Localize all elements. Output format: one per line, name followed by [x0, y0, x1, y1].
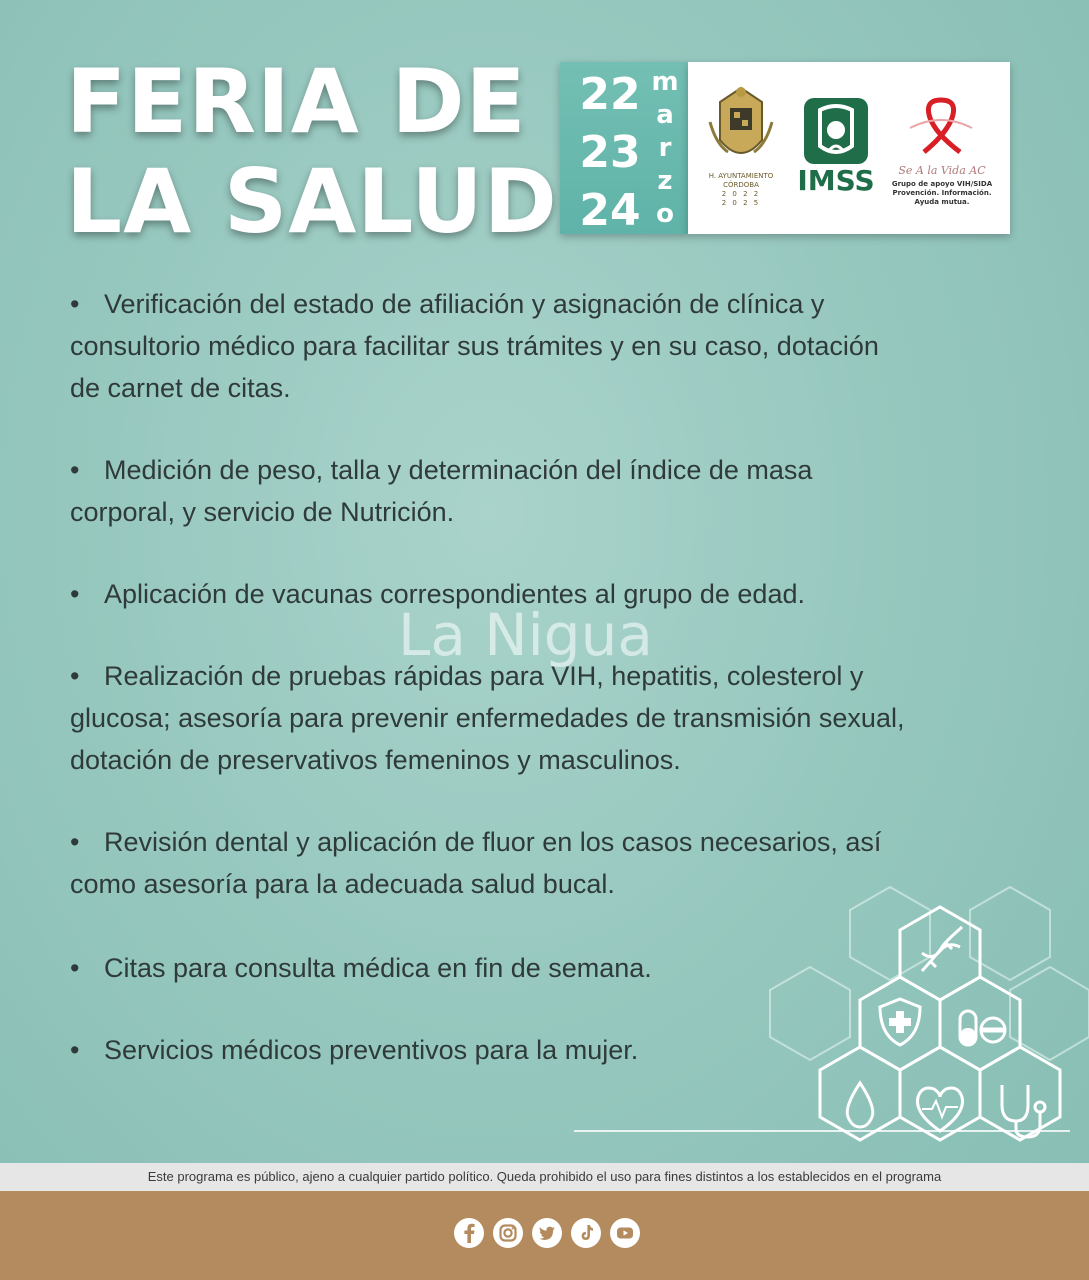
- disclaimer: Este programa es público, ajeno a cualquier partido político. Queda prohibido el uso para fines distintos a los establecidos en el programa: [0, 1163, 1089, 1191]
- sida-script-text: Se A la Vida AC: [898, 164, 986, 177]
- watermark: La Nigua: [398, 601, 653, 669]
- sponsor-logos: [688, 62, 1010, 234]
- crest-icon: [706, 82, 776, 174]
- hex-dna: [900, 907, 980, 1000]
- month-label: [648, 66, 682, 231]
- instagram-icon[interactable]: [493, 1218, 523, 1248]
- twitter-icon[interactable]: [532, 1218, 562, 1248]
- title-line-1: FERIA DE: [66, 50, 527, 153]
- list-item: • Revisión dental y aplicación de fluor en los casos necesarios, así como asesoría para la adecuada salud bucal.: [70, 827, 882, 899]
- sida-text: Grupo de apoyo VIH/SIDA Provención. Información. Ayuda mutua.: [891, 180, 993, 206]
- month-letter: r: [658, 133, 672, 163]
- imss-logo-icon: [800, 96, 872, 166]
- day-23: 23: [579, 127, 641, 178]
- facebook-icon[interactable]: [454, 1218, 484, 1248]
- hex-pills: [940, 977, 1020, 1070]
- red-ribbon-icon: [906, 92, 976, 162]
- list-item: • Verificación del estado de afiliación y asignación de clínica y consultorio médico para facilitar sus trámites y en su caso, dotación de carnet de citas.: [70, 289, 879, 403]
- tiktok-icon[interactable]: [571, 1218, 601, 1248]
- medical-hexagons: [570, 885, 1089, 1145]
- imss-text: IMSS: [797, 164, 875, 197]
- page-title: [66, 50, 558, 253]
- month-letter: o: [656, 199, 674, 229]
- list-item: • Medición de peso, talla y determinación del índice de masa corporal, y servicio de Nutrición.: [70, 455, 813, 527]
- list-item: • Aplicación de vacunas correspondientes al grupo de edad.: [70, 579, 805, 609]
- list-item: • Citas para consulta médica en fin de semana.: [70, 953, 652, 983]
- list-item: • Servicios médicos preventivos para la mujer.: [70, 1035, 639, 1065]
- ayuntamiento-text: H. AYUNTAMIENTO CÓRDOBA 2 0 2 2 2 0 2 5: [708, 172, 774, 207]
- month-letter: m: [651, 67, 679, 97]
- date-box: [560, 62, 688, 234]
- youtube-icon[interactable]: [610, 1218, 640, 1248]
- list-item: • Realización de pruebas rápidas para VIH, hepatitis, colesterol y glucosa; asesoría para prevenir enfermedades de transmisión sexual, dotación de preservativos femeninos y masculinos.: [70, 661, 905, 775]
- hex-stethoscope: [980, 1047, 1060, 1140]
- day-22: 22: [579, 69, 641, 120]
- month-letter: z: [657, 166, 673, 196]
- month-letter: a: [656, 100, 674, 130]
- day-24: 24: [579, 185, 641, 236]
- title-line-2: LA SALUD: [66, 150, 558, 253]
